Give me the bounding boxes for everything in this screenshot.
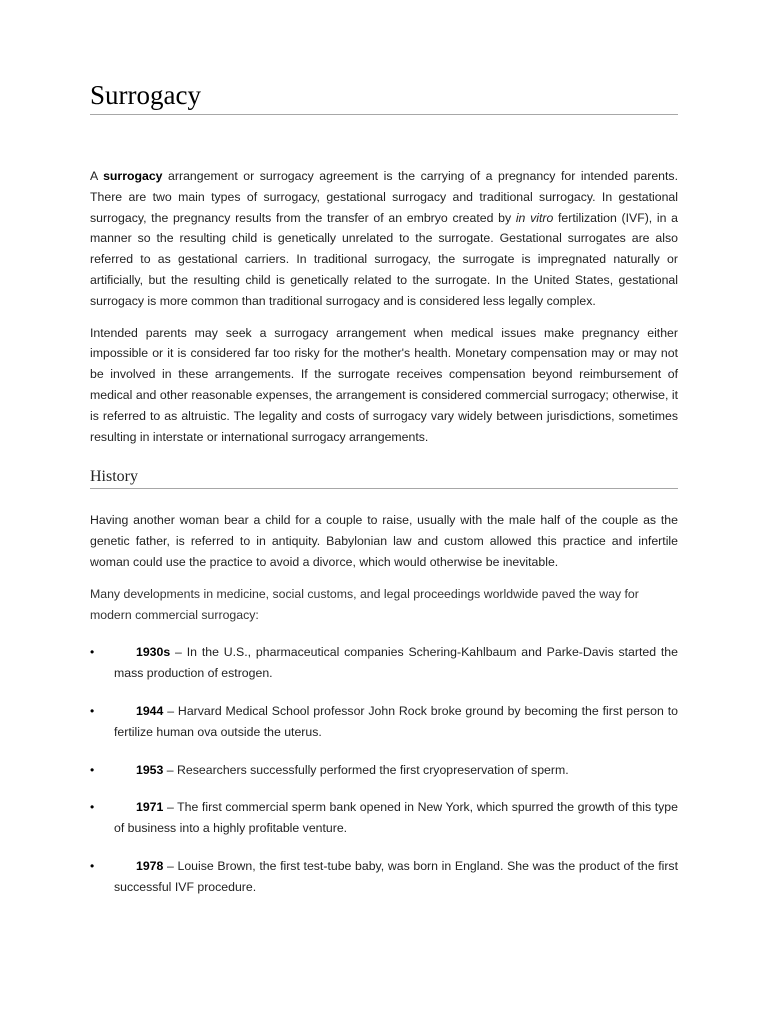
list-item-year: 1978 [136,858,164,873]
page-title: Surrogacy [90,80,678,115]
intro-paragraph-2: Intended parents may seek a surrogacy arrangement when medical issues make pregnancy either impossible or it is considered far too risky for the mother's health. Monetary compensation may or may not be involved in these arrangements. If the surrogate receives compensation beyond reimbursement of medical and other reasonable expenses, the arrangement is considered commercial surrogacy; otherwise, it is referred to as altruistic. The legality and costs of surrogacy vary widely between jurisdictions, sometimes resulting in interstate or international surrogacy arrangements. [90,325,678,444]
list-item-description: – In the U.S., pharmaceutical companies Schering-Kahlbaum and Parke-Davis started the mass production of estrogen. [114,645,678,681]
list-item-description: – The first commercial sperm bank opened in New York, which spurred the growth of this type of business into a highly profitable venture. [114,800,678,836]
history-timeline-list [90,642,678,897]
list-item-description: – Harvard Medical School professor John Rock broke ground by becoming the first person to fertilize human ova outside the uterus. [114,703,678,739]
bullet-icon: • [90,858,95,873]
list-item-text [114,701,678,743]
list-item [90,797,678,839]
intro-text-a: A [90,169,104,183]
history-heading: History [90,466,678,489]
bullet-icon: • [90,703,95,718]
list-item [90,760,678,781]
list-item-text [114,642,678,684]
intro-paragraph-1 [90,166,678,312]
list-item [90,701,678,743]
history-paragraph-1: Having another woman bear a child for a couple to raise, usually with the male half of the couple as the genetic father, is referred to in antiquity. Babylonian law and custom allowed this practice and infertile woman could use the practice to avoid a divorce, which would otherwise be inevitable. [90,513,678,569]
list-item-text [114,856,678,898]
list-item-description: – Louise Brown, the first test-tube baby, was born in England. She was the product of the first successful IVF procedure. [114,858,678,894]
intro-text-b: arrangement or surrogacy agreement is the carrying of a pregnancy for intended parents. There are two main types of surrogacy, gestational surrogacy and traditional surrogacy. In gestational surrogacy, the pregnancy results from the transfer of an embryo created by [90,169,678,225]
bullet-icon: • [90,800,95,815]
bullet-icon: • [90,762,95,777]
list-item-year: 1953 [136,762,164,777]
list-item-year: 1944 [136,703,164,718]
list-item-description: – Researchers successfully performed the first cryopreservation of sperm. [163,762,569,777]
list-item-text [114,797,678,839]
list-item-year: 1930s [136,645,171,660]
intro-text-c: fertilization (IVF), in a manner so the resulting child is genetically unrelated to the surrogate. Gestational surrogates are also referred to as gestational carriers. In traditional surrogacy, the surrogate is impregnated naturally or artificially, but the resulting child is genetically related to the surrogate. In the United States, gestational surrogacy is more common than traditional surrogacy and is considered less legally complex. [90,210,679,308]
document-page [90,80,678,915]
intro-bold-term: surrogacy [103,169,163,183]
intro-italic-term: in vitro [515,210,554,225]
list-item [90,856,678,898]
list-item-text [114,760,678,781]
list-item-year: 1971 [136,800,164,815]
list-item [90,642,678,684]
bullet-icon: • [90,645,95,660]
history-paragraph-2: Many developments in medicine, social customs, and legal proceedings worldwide paved the way for modern commercial surrogacy: [90,586,639,622]
